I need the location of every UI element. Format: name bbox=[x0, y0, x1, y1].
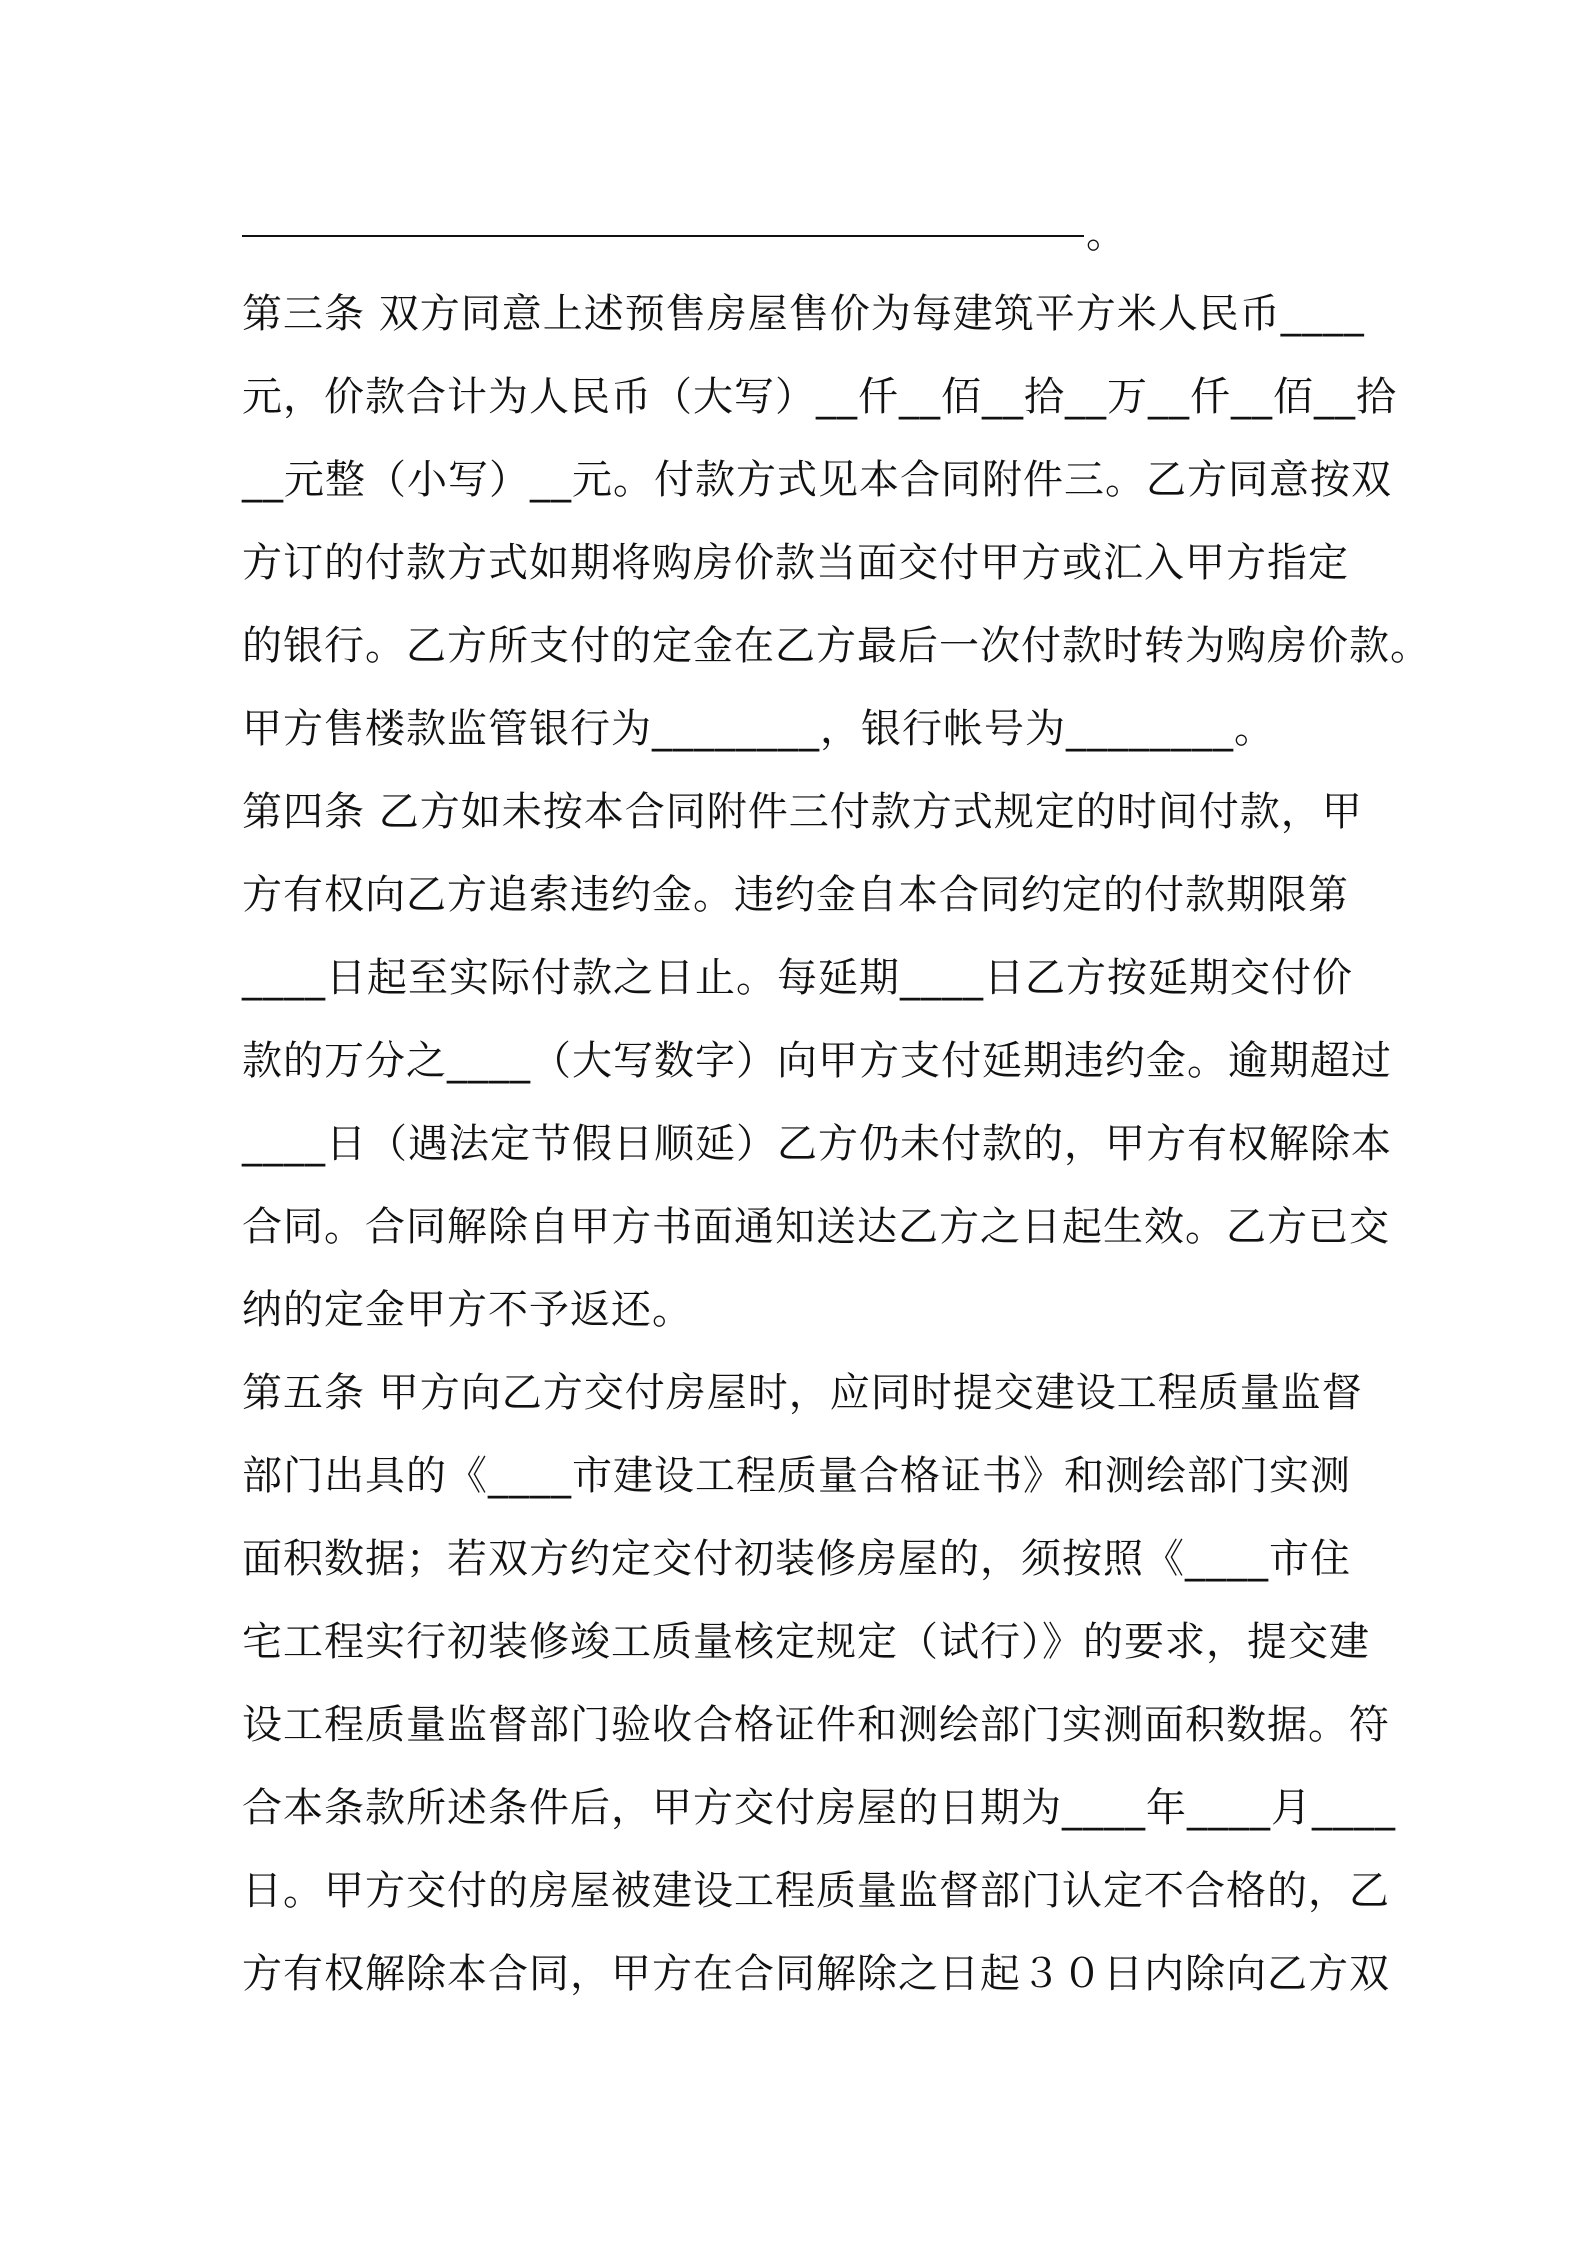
text-line: 元，价款合计为人民币（大写）__仟__佰__拾__万__仟__佰__拾 bbox=[242, 374, 1397, 420]
text-line: __元整（小写）__元。付款方式见本合同附件三。乙方同意按双 bbox=[242, 457, 1392, 503]
text-line: ____日起至实际付款之日止。每延期____日乙方按延期交付价 bbox=[242, 955, 1353, 1001]
text-line: 的银行。乙方所支付的定金在乙方最后一次付款时转为购房价款。 bbox=[242, 623, 1431, 669]
text-line: 第五条 甲方向乙方交付房屋时，应同时提交建设工程质量监督 bbox=[242, 1370, 1363, 1416]
leading-fill-end-mark: 。 bbox=[1086, 211, 1126, 257]
text-line: 合本条款所述条件后，甲方交付房屋的日期为____年____月____ bbox=[242, 1785, 1396, 1831]
text-line: 第四条 乙方如未按本合同附件三付款方式规定的时间付款，甲 bbox=[242, 789, 1363, 835]
text-line: 日。甲方交付的房屋被建设工程质量监督部门认定不合格的，乙 bbox=[242, 1868, 1390, 1914]
text-line: 方有权解除本合同，甲方在合同解除之日起３０日内除向乙方双 bbox=[242, 1951, 1390, 1997]
text-line: 部门出具的《____市建设工程质量合格证书》和测绘部门实测 bbox=[242, 1453, 1351, 1499]
text-line: 方订的付款方式如期将购房价款当面交付甲方或汇入甲方指定 bbox=[242, 540, 1349, 586]
text-line: 甲方售楼款监管银行为________，银行帐号为________。 bbox=[242, 706, 1275, 752]
text-line: 设工程质量监督部门验收合格证件和测绘部门实测面积数据。符 bbox=[242, 1702, 1390, 1748]
fill-in-blank-line bbox=[242, 235, 1084, 237]
text-line: 款的万分之____（大写数字）向甲方支付延期违约金。逾期超过 bbox=[242, 1038, 1392, 1084]
text-line: 面积数据；若双方约定交付初装修房屋的，须按照《____市住 bbox=[242, 1536, 1351, 1582]
text-line: 方有权向乙方追索违约金。违约金自本合同约定的付款期限第 bbox=[242, 872, 1349, 918]
text-line: 宅工程实行初装修竣工质量核定规定（试行）》的要求，提交建 bbox=[242, 1619, 1370, 1665]
text-line: 纳的定金甲方不予返还。 bbox=[242, 1287, 693, 1333]
text-line: 合同。合同解除自甲方书面通知送达乙方之日起生效。乙方已交 bbox=[242, 1204, 1390, 1250]
text-line: 第三条 双方同意上述预售房屋售价为每建筑平方米人民币____ bbox=[242, 291, 1365, 337]
text-line: ____日（遇法定节假日顺延）乙方仍未付款的，甲方有权解除本 bbox=[242, 1121, 1392, 1167]
